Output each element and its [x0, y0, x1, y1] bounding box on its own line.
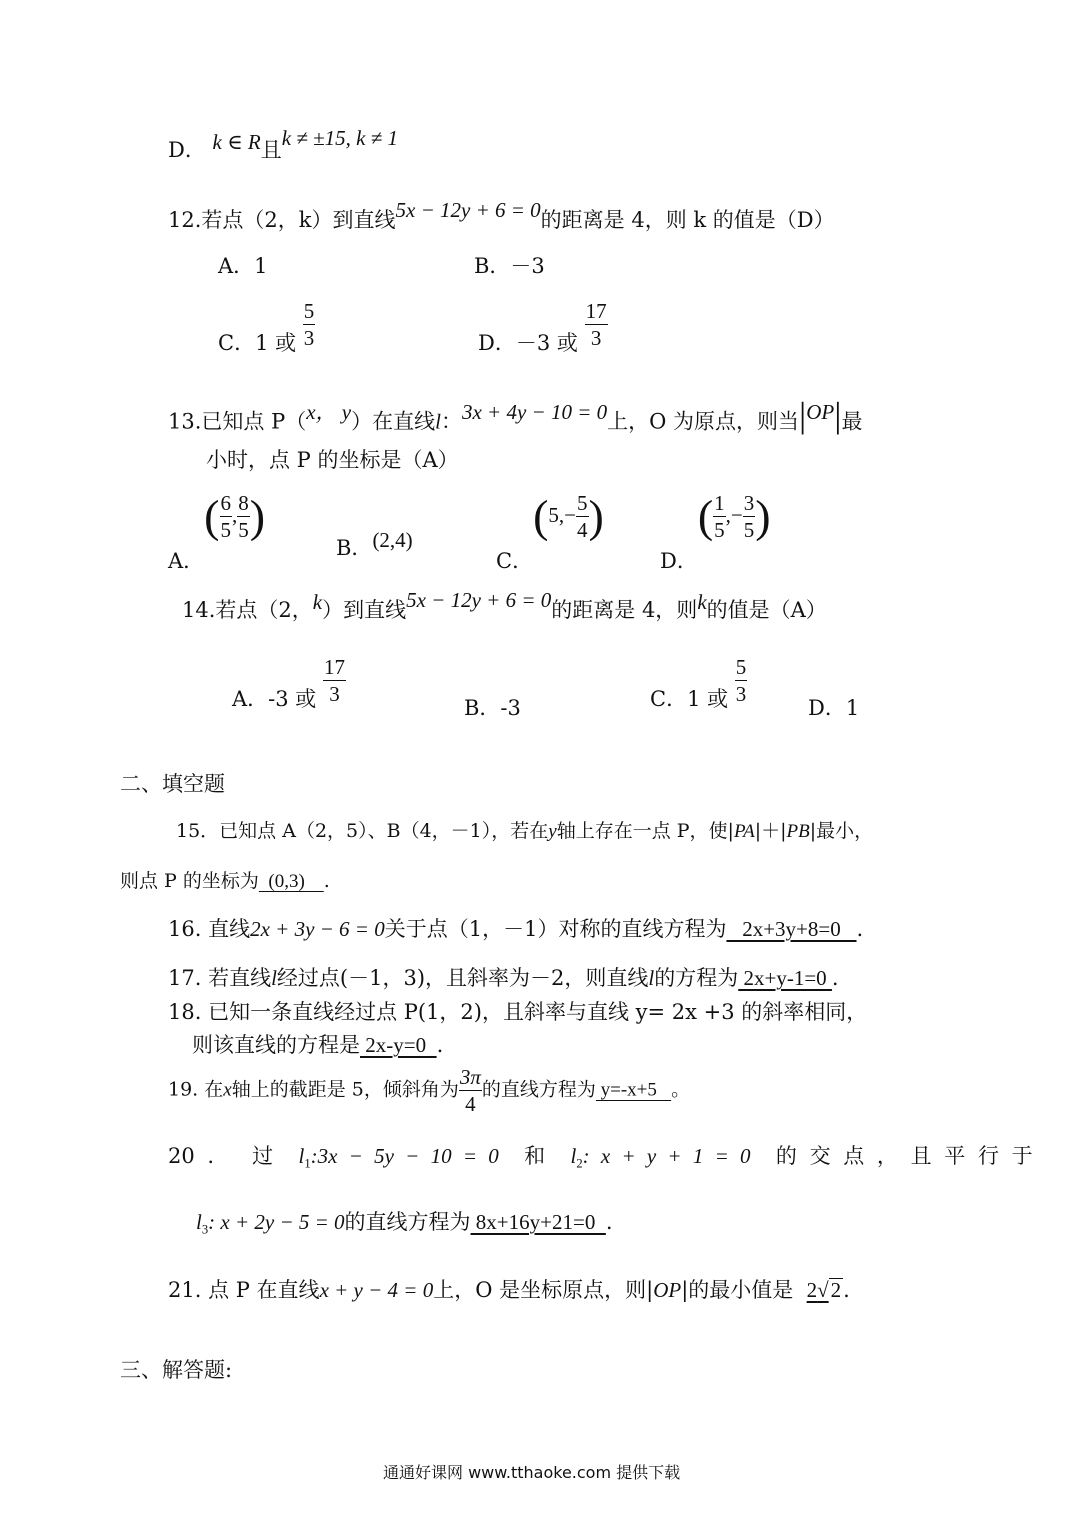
q13-opt-d-mid: ,− — [725, 503, 743, 528]
q16-answer: 2x+3y+8=0 — [726, 917, 857, 941]
q12-opt-b: B．－3 — [474, 254, 545, 278]
q21 — [168, 1278, 850, 1302]
q13-opt-d-d1: 5 — [714, 518, 725, 543]
q12-opt-d-label: D．－3 或 — [478, 331, 578, 356]
q12-text-2: 的距离是 4，则 k 的值是（D） — [540, 208, 835, 232]
q12-opt-c-num: 5 — [303, 300, 316, 325]
q18-answer: 2x-y=0 — [360, 1033, 437, 1057]
q19-text-2: 轴上的截距是 5，倾斜角为 — [231, 1078, 459, 1101]
q20-l1-eq: :3x − 5y − 10 = 0 — [310, 1144, 499, 1168]
q12-opt-d — [478, 299, 608, 356]
q12-opt-d-den: 3 — [590, 326, 602, 351]
q17-text-3: 的方程为 — [654, 966, 739, 990]
q21-answer-coef: 2 — [806, 1278, 818, 1302]
q12-opt-c-label: C．1 或 — [218, 331, 297, 356]
q19-fraction — [459, 1066, 482, 1115]
q14-opt-c-label: C．1 或 — [650, 687, 729, 712]
q15-answer: (0,3) — [258, 871, 324, 892]
q17-answer: 2x+y-1=0 — [738, 966, 832, 990]
q12-opt-d-fraction — [585, 300, 608, 349]
q13-text-2: ）在直线 — [351, 409, 436, 434]
q21-answer-radicand: 2 — [830, 1278, 842, 1302]
q13-opt-d-frac1 — [713, 492, 726, 541]
section-3-heading: 三、解答题: — [120, 1358, 233, 1382]
q13-opt-c-label: C． — [496, 549, 534, 574]
q13-opt-a-d2: 5 — [238, 518, 249, 543]
q15-pb: PB — [786, 821, 810, 842]
q14-opt-c-den: 3 — [735, 682, 747, 707]
q13-opt-b-label: B． — [336, 536, 373, 560]
q21-sqrt-sign: √ — [817, 1278, 829, 1302]
q13-text-4: 最 — [841, 409, 863, 434]
q20-l2-eq: : x + y + 1 = 0 — [582, 1144, 751, 1168]
q19-frac-num: 3π — [459, 1066, 482, 1091]
q13-opt-d-frac2 — [743, 492, 756, 541]
q11-opt-d-label: D． — [168, 138, 206, 162]
q16-text-2: 关于点（1，－1）对称的直线方程为 — [384, 917, 727, 941]
q21-text-1: 21. 点 P 在直线 — [168, 1278, 320, 1302]
q13-opt-a-d1: 5 — [220, 518, 231, 543]
q17 — [168, 968, 839, 989]
q12-stem — [168, 198, 835, 232]
q13-opt-b — [336, 528, 413, 560]
q13-opt-a — [168, 490, 266, 574]
q13-opt-d-d2: 5 — [743, 518, 755, 543]
q20-number: 20 . — [168, 1144, 215, 1168]
q15-pa: PA — [733, 821, 755, 842]
q17-var-l: l — [271, 966, 277, 990]
q13-opt-d — [660, 490, 771, 574]
q13-opt-a-label: A． — [168, 549, 205, 574]
q13-opt-d-rparen: ) — [755, 490, 771, 542]
q12-opt-c — [218, 299, 315, 356]
q15-var-y: y — [548, 821, 557, 842]
q12-number: 12. — [168, 208, 202, 232]
q11-opt-d-cond1: k ∈ R — [212, 130, 261, 154]
q11-opt-d-joiner: 且 — [260, 138, 282, 162]
q12-opt-d-num: 17 — [585, 300, 608, 325]
q13-stem-line1 — [168, 395, 863, 441]
q13-opt-d-n1: 1 — [713, 492, 726, 517]
q13-opt-c-rparen: ) — [588, 490, 604, 542]
q13-opt-a-frac2 — [237, 492, 250, 541]
q14-var-k: k — [312, 590, 323, 614]
q21-answer — [807, 1278, 844, 1302]
q20-answer: 8x+16y+21=0 — [470, 1210, 606, 1234]
q13-opt-c-num: 5 — [576, 492, 589, 517]
q14-opt-a-label: A．-3 或 — [232, 687, 317, 712]
q11-opt-d-cond2: k ≠ ±15, k ≠ 1 — [281, 126, 398, 150]
q15-line2-b: . — [323, 870, 330, 892]
q16-text-1: 16. 直线 — [168, 917, 251, 941]
q14-opt-c-num: 5 — [735, 656, 748, 681]
q13-line-name: l — [435, 409, 441, 434]
q14-opt-c-fraction — [735, 656, 748, 705]
q14-text-1: 若点（2， — [215, 598, 313, 622]
q14-text-4: 的值是（A） — [706, 598, 827, 622]
q20-l1-sub: 1 — [304, 1156, 311, 1171]
q12-opt-c-fraction — [303, 300, 316, 349]
q21-op: OP — [653, 1278, 682, 1302]
q19-text-4: 。 — [671, 1078, 691, 1101]
q18-line2-a: 则该直线的方程是 — [192, 1033, 360, 1057]
q13-text-1: 已知点 P（ — [201, 409, 307, 434]
q13-opt-d-n2: 3 — [743, 492, 756, 517]
q13-abs-expr: OP — [806, 399, 835, 424]
q19-text-1: 19. 在 — [168, 1078, 224, 1101]
q14-text-3: 的距离是 4，则 — [551, 598, 698, 622]
q13-colon: ： — [440, 409, 462, 434]
q15-line1 — [176, 822, 873, 841]
q15-line1-a: 15．已知点 A（2，5）、B（4，－1），若在 — [176, 820, 549, 842]
q14-opt-a-num: 17 — [323, 656, 346, 681]
q12-opt-a: A．1 — [218, 254, 268, 278]
q21-text-3: |的最小值是 — [681, 1278, 794, 1302]
q14-number: 14. — [182, 598, 216, 622]
q15-line1-b: 轴上存在一点 P，使| — [556, 820, 734, 842]
q18-line1: 18. 已知一条直线经过点 P(1，2)，且斜率与直线 y= 2x +3 的斜率相同， — [168, 1000, 868, 1024]
section-2-heading: 二、填空题 — [120, 772, 225, 796]
q20-l1: l — [298, 1144, 305, 1168]
q14-equation: 5x − 12y + 6 = 0 — [406, 588, 552, 612]
q17-text-2: 经过点(－1，3)，且斜率为－2，则直线 — [276, 966, 649, 990]
q18-line2-b: . — [436, 1033, 444, 1057]
q21-text-4: . — [843, 1278, 850, 1302]
q17-text-4: . — [831, 966, 839, 990]
q19-frac-den: 4 — [465, 1092, 476, 1117]
q16-equation: 2x + 3y − 6 = 0 — [250, 917, 385, 941]
q13-point-vars: x， y — [306, 399, 352, 424]
q13-opt-a-comma: , — [232, 503, 238, 528]
q16-text-3: . — [856, 917, 864, 941]
q21-equation: x + y − 4 = 0 — [319, 1278, 434, 1302]
q11-option-d — [168, 126, 398, 162]
q13-opt-c-first: 5,− — [548, 503, 576, 528]
q14-opt-b: B．-3 — [464, 696, 521, 720]
q15-line2 — [120, 872, 330, 891]
q20-l3: l — [196, 1210, 202, 1234]
q14-opt-c — [650, 655, 747, 712]
q20-l3-sub: 3 — [201, 1222, 209, 1237]
q20-line1 — [168, 1146, 1033, 1170]
q16 — [168, 919, 863, 940]
q13-stem-line2: 小时，点 P 的坐标是（A） — [206, 448, 459, 472]
q14-opt-a-fraction — [323, 656, 346, 705]
q19-var-x: x — [223, 1079, 232, 1101]
q13-opt-c-frac — [576, 492, 589, 541]
q15-line1-c: |＋| — [754, 820, 787, 842]
q13-abs-bar-right: | — [834, 395, 842, 435]
q12-text-1: 若点（2，k）到直线 — [201, 208, 396, 232]
q14-text-2: ）到直线 — [322, 598, 407, 622]
q13-opt-a-n2: 8 — [237, 492, 250, 517]
q17-var-l-2: l — [648, 966, 655, 990]
q12-opt-c-den: 3 — [303, 326, 315, 351]
q13-opt-b-value: (2,4) — [372, 528, 413, 552]
q20-text-3: . — [605, 1210, 613, 1234]
page-footer: 通通好课网 www.tthaoke.com 提供下载 — [383, 1463, 681, 1482]
q17-text-1: 17. 若直线 — [168, 966, 272, 990]
q13-opt-c — [496, 490, 604, 574]
q20-tail: 的 交 点 ， 且 平 行 于 — [775, 1144, 1033, 1168]
q14-opt-d: D．1 — [808, 696, 860, 720]
q20-l3-eq: : x + 2y − 5 = 0 — [208, 1210, 345, 1234]
q14-var-k-2: k — [697, 590, 707, 614]
q13-number: 13. — [168, 409, 202, 434]
q20-l2-sub: 2 — [576, 1156, 583, 1171]
q20-line2 — [196, 1212, 613, 1236]
q21-text-2: 上，O 是坐标原点，则| — [433, 1278, 654, 1302]
q13-opt-d-label: D． — [660, 549, 698, 574]
q14-stem — [182, 588, 827, 622]
q14-opt-a-den: 3 — [329, 682, 340, 707]
q15-line2-a: 则点 P 的坐标为 — [120, 870, 259, 892]
q18-line2 — [192, 1035, 443, 1056]
q20-word-he: 和 — [524, 1144, 546, 1168]
q20-word-guo: 过 — [252, 1144, 274, 1168]
q19 — [168, 1066, 690, 1115]
q15-line1-d: |最小， — [809, 820, 874, 842]
q14-opt-a — [232, 655, 346, 712]
q20-text-2: 的直线方程为 — [344, 1210, 471, 1234]
q13-opt-a-n1: 6 — [220, 492, 233, 517]
q19-text-3: 的直线方程为 — [481, 1078, 596, 1101]
q13-equation: 3x + 4y − 10 = 0 — [461, 399, 608, 424]
q13-opt-c-den: 4 — [577, 518, 588, 543]
q20-l2: l — [570, 1144, 577, 1168]
q19-answer: y=-x+5 — [595, 1079, 672, 1101]
q13-text-3: 上，O 为原点，则当 — [607, 409, 800, 434]
q13-opt-a-frac1 — [220, 492, 233, 541]
q13-opt-a-rparen: ) — [249, 490, 266, 542]
q13-opt-d-lparen: ( — [697, 490, 714, 542]
q13-abs-bar-left: | — [799, 395, 807, 435]
q12-equation: 5x − 12y + 6 = 0 — [395, 198, 541, 222]
q13-opt-c-lparen: ( — [533, 490, 549, 542]
q13-opt-a-lparen: ( — [204, 490, 220, 542]
